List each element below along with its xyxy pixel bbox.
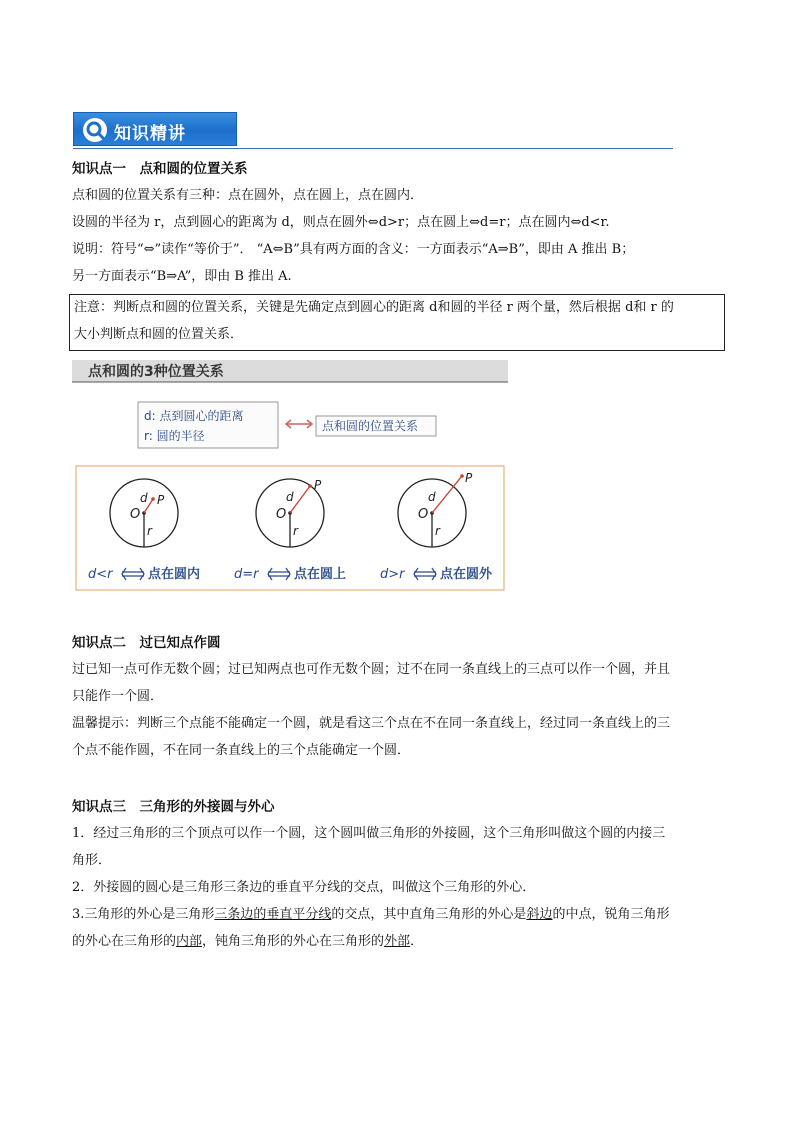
underlined-text: 三条边的垂直平分线 <box>214 907 332 922</box>
point-circle-figure <box>72 358 508 594</box>
section-banner <box>73 112 237 146</box>
banner-rule <box>237 148 673 149</box>
case1-condition: d<r <box>88 567 113 582</box>
section3-heading: 知识点三 三角形的外接圆与外心 <box>72 799 275 815</box>
underlined-text: 斜边 <box>526 907 553 922</box>
text-span: ，钝角三角形的外心在三角形的 <box>202 934 385 949</box>
svg-text:P: P <box>465 471 473 485</box>
text-span: 的交点，其中直角三角形的外心是 <box>331 907 527 922</box>
svg-text:O: O <box>130 507 141 522</box>
svg-text:r: r <box>435 524 440 538</box>
legend-r: r: 圆的半径 <box>144 429 205 443</box>
case1-result: 点在圆内 <box>148 567 201 582</box>
svg-text:d: d <box>428 490 436 504</box>
figure-title: 点和圆的3种位置关系 <box>88 364 224 380</box>
section1-line1: 点和圆的位置关系有三种：点在圆外，点在圆上，点在圆内． <box>72 188 424 203</box>
svg-text:O: O <box>276 507 287 522</box>
case3-result: 点在圆外 <box>440 567 493 582</box>
svg-text:r: r <box>293 524 298 538</box>
section3-line5 <box>72 933 423 951</box>
banner-title: 知识精讲 <box>114 124 186 144</box>
svg-text:r: r <box>147 524 152 538</box>
underlined-text: 内部 <box>176 934 203 949</box>
section3-line2: 角形． <box>72 853 112 868</box>
svg-text:P: P <box>157 493 165 507</box>
section2-line4: 个点不能作圆，不在同一条直线上的三个点能确定一个圆． <box>72 743 411 758</box>
text-span: ． <box>410 934 424 949</box>
section1-line3: 说明：符号“⇔”读作“等价于”． “A⇔B”具有两方面的含义：一方面表示“A⇒B”，即由 A 推出 B； <box>72 242 635 257</box>
note-line1: 注意：判断点和圆的位置关系，关键是先确定点到圆心的距离 d和圆的半径 r 两个量，然后根据 d和 r 的 <box>74 300 674 315</box>
section1-heading: 知识点一 点和圆的位置关系 <box>72 161 248 177</box>
text-span: 的中点，锐角三角形 <box>552 907 670 922</box>
magnifier-icon <box>82 117 108 143</box>
section1-line2: 设圆的半径为 r，点到圆心的距离为 d，则点在圆外⇔d>r；点在圆上⇔d=r；点在圆内⇔d<r. <box>72 215 610 230</box>
relation-label: 点和圆的位置关系 <box>322 419 419 433</box>
svg-text:d: d <box>286 490 294 504</box>
section2-line2: 只能作一个圆． <box>72 689 164 704</box>
case2-condition: d=r <box>234 567 259 582</box>
legend-d: d: 点到圆心的距离 <box>144 409 244 423</box>
case2-result: 点在圆上 <box>294 567 347 582</box>
section2-line1: 过已知一点可作无数个圆；过已知两点也可作无数个圆；过不在同一条直线上的三点可以作一个圆，并且 <box>72 662 671 677</box>
case3-condition: d>r <box>380 567 405 582</box>
section3-line1: 1．经过三角形的三个顶点可以作一个圆，这个圆叫做三角形的外接圆，这个三角形叫做这个圆的内接三 <box>72 826 666 841</box>
text-span: 的外心在三角形的 <box>72 934 177 949</box>
svg-text:O: O <box>418 507 429 522</box>
section1-line4: 另一方面表示“B⇒A”，即由 B 推出 A. <box>72 269 292 284</box>
underlined-text: 外部 <box>384 934 411 949</box>
text-span: 3.三角形的外心是三角形 <box>72 907 215 922</box>
section3-line4 <box>72 906 669 924</box>
banner-rule-left <box>73 148 237 149</box>
note-line2: 大小判断点和圆的位置关系． <box>74 327 244 342</box>
section2-heading: 知识点二 过已知点作圆 <box>72 635 221 651</box>
section3-line3: 2．外接圆的圆心是三角形三条边的垂直平分线的交点，叫做这个三角形的外心． <box>72 880 536 895</box>
svg-text:P: P <box>314 478 322 492</box>
svg-text:d: d <box>140 491 148 505</box>
section2-line3: 温馨提示：判断三个点能不能确定一个圆，就是看这三个点在不在同一条直线上，经过同一条直线上的三 <box>72 716 671 731</box>
note-box <box>69 294 725 351</box>
